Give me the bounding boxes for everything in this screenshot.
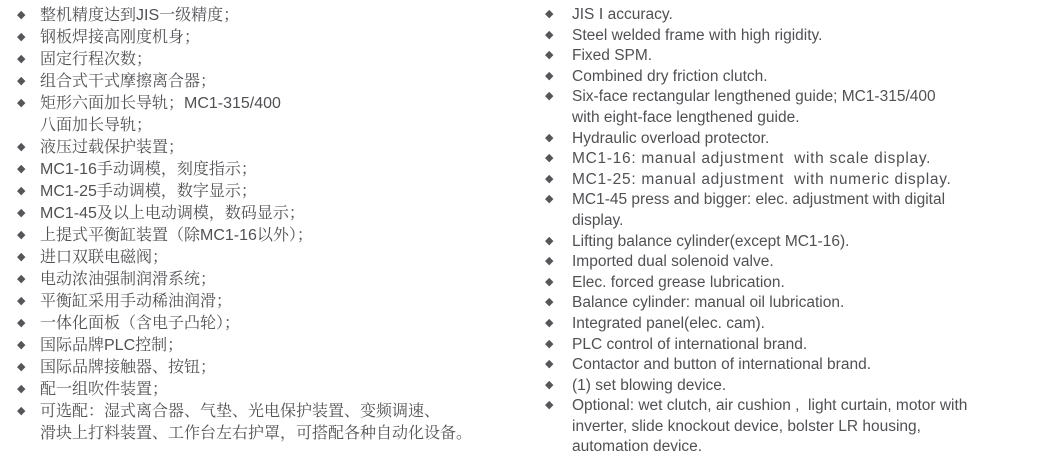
diamond-bullet-icon: ◆ (545, 399, 554, 412)
diamond-bullet-icon: ◆ (545, 234, 554, 247)
bullet-text (572, 335, 1040, 356)
diamond-bullet-icon: ◆ (545, 358, 554, 371)
bullet-text-line: 液压过载保护装置； (40, 139, 185, 156)
bullet-text (572, 26, 1040, 47)
bullet-item (545, 355, 1040, 376)
bullet-text (40, 71, 523, 93)
bullet-item (545, 314, 1040, 335)
bullet-item (17, 159, 523, 181)
bullet-text-line: Lifting balance cylinder(except MC1-16). (572, 232, 850, 250)
bullet-text-line: 组合式干式摩擦离合器； (40, 73, 217, 90)
diamond-bullet-icon: ◆ (545, 296, 554, 309)
bullet-text (40, 269, 523, 291)
bullet-item (545, 293, 1040, 314)
bullet-text (40, 379, 523, 401)
bullet-item (545, 149, 1040, 170)
bullet-text-line: 电动浓油强制润滑系统； (40, 271, 217, 288)
diamond-bullet-icon: ◆ (545, 49, 554, 62)
bullet-text (572, 170, 1040, 191)
bullet-item (17, 401, 523, 445)
bullet-text-line: Six-face rectangular lengthened guide; MC1-315/400 (572, 88, 936, 106)
bullet-text (572, 355, 1040, 376)
bullet-item (545, 87, 1040, 128)
bullet-text (572, 87, 1040, 128)
bullet-text (40, 5, 523, 27)
bullet-text (40, 335, 523, 357)
bullet-text-line: 国际品牌接触器、按钮； (40, 359, 217, 376)
diamond-bullet-icon: ◆ (545, 255, 554, 268)
diamond-bullet-icon: ◆ (545, 90, 554, 103)
bullet-item (545, 232, 1040, 253)
bullet-text-line: Elec. forced grease lubrication. (572, 273, 785, 291)
features-list-chinese (0, 5, 523, 445)
diamond-bullet-icon: ◆ (17, 317, 26, 329)
bullet-text (572, 232, 1040, 253)
bullet-item (545, 129, 1040, 150)
bullet-text (40, 225, 523, 247)
diamond-bullet-icon: ◆ (17, 9, 26, 21)
bullet-text (40, 181, 523, 203)
bullet-text (40, 159, 523, 181)
bullet-item (17, 335, 523, 357)
bullet-text (572, 293, 1040, 314)
bullet-text-line: 国际品牌PLC控制； (40, 337, 184, 354)
diamond-bullet-icon: ◆ (17, 31, 26, 43)
bullet-text-line: display. (572, 211, 624, 229)
bullet-item (17, 357, 523, 379)
bullet-text-line: 进口双联电磁阀； (40, 249, 169, 266)
diamond-bullet-icon: ◆ (545, 378, 554, 391)
diamond-bullet-icon: ◆ (545, 131, 554, 144)
bullet-text-line: 矩形六面加长导轨；MC1-315/400 (40, 95, 281, 112)
bullet-text (572, 67, 1040, 88)
bullet-text-line: JIS Ⅰ accuracy. (572, 6, 673, 23)
bullet-text (572, 190, 1040, 231)
bullet-text-line: MC1-45及以上电动调模，数码显示； (40, 205, 305, 222)
diamond-bullet-icon: ◆ (17, 185, 26, 197)
diamond-bullet-icon: ◆ (545, 172, 554, 185)
diamond-bullet-icon: ◆ (17, 229, 26, 241)
bullet-text (572, 273, 1040, 294)
diamond-bullet-icon: ◆ (17, 383, 26, 395)
bullet-text (572, 5, 1040, 26)
bullet-text-line: Optional: wet clutch, air cushion , light curtain, motor with (572, 397, 968, 415)
bullet-item (17, 71, 523, 93)
diamond-bullet-icon: ◆ (17, 53, 26, 65)
bullet-item (17, 291, 523, 313)
bullet-text (572, 149, 1040, 170)
bullet-text-line: Hydraulic overload protector. (572, 129, 770, 147)
diamond-bullet-icon: ◆ (17, 361, 26, 373)
bullet-item (17, 93, 523, 137)
bullet-text-line: MC1-45 press and bigger: elec. adjustment with digital (572, 191, 946, 209)
bullet-item (17, 225, 523, 247)
bullet-item (17, 269, 523, 291)
diamond-bullet-icon: ◆ (17, 75, 26, 87)
bullet-item (545, 5, 1040, 26)
bullet-text (40, 49, 523, 71)
diamond-bullet-icon: ◆ (17, 207, 26, 219)
bullet-text (572, 376, 1040, 397)
bullet-text (572, 252, 1040, 273)
diamond-bullet-icon: ◆ (17, 405, 26, 417)
bullet-item (17, 379, 523, 401)
bullet-item (545, 190, 1040, 231)
bullet-text-line: MC1-25: manual adjustment with numeric display. (572, 170, 952, 188)
bullet-item (545, 376, 1040, 397)
bullet-text-line: 整机精度达到JIS一级精度； (40, 7, 240, 24)
bullet-item (17, 247, 523, 269)
bullet-text (40, 137, 523, 159)
bullet-item (17, 181, 523, 203)
bullet-item (545, 67, 1040, 88)
bullet-text (572, 46, 1040, 67)
bullet-item (545, 273, 1040, 294)
bullet-text-line: PLC control of international brand. (572, 335, 808, 353)
bullet-text-line: 固定行程次数； (40, 51, 153, 68)
diamond-bullet-icon: ◆ (17, 295, 26, 307)
bullet-text-line: MC1-25手动调模，数字显示； (40, 183, 257, 200)
bullet-text-line: Balance cylinder: manual oil lubrication. (572, 294, 845, 312)
diamond-bullet-icon: ◆ (545, 275, 554, 288)
diamond-bullet-icon: ◆ (17, 251, 26, 263)
bullet-text (40, 401, 523, 445)
bullet-text-line: 上提式平衡缸装置（除MC1-16以外）； (40, 227, 313, 244)
features-list-english (523, 5, 1040, 458)
bullet-text-line: with eight-face lengthened guide. (572, 108, 800, 126)
bullet-text (40, 291, 523, 313)
bullet-text (40, 27, 523, 49)
bullet-item (545, 252, 1040, 273)
diamond-bullet-icon: ◆ (545, 193, 554, 206)
bullet-item (17, 313, 523, 335)
bullet-item (545, 396, 1040, 458)
bullet-item (17, 137, 523, 159)
bullet-text-line: 配一组吹件装置； (40, 381, 169, 398)
diamond-bullet-icon: ◆ (17, 97, 26, 109)
bullet-text-line: Fixed SPM. (572, 47, 653, 65)
bullet-text-line: automation device. (572, 438, 703, 456)
bullet-text-line: Combined dry friction clutch. (572, 67, 768, 85)
bullet-text (40, 357, 523, 379)
bullet-text-line: Integrated panel(elec. cam). (572, 314, 765, 332)
diamond-bullet-icon: ◆ (545, 28, 554, 41)
bullet-text-line: 八面加长导轨； (40, 117, 153, 134)
bullet-item (545, 46, 1040, 67)
diamond-bullet-icon: ◆ (545, 8, 554, 20)
bullet-text-line: 一体化面板（含电子凸轮）； (40, 315, 241, 332)
diamond-bullet-icon: ◆ (17, 339, 26, 351)
bullet-text-line: 可选配：湿式离合器、气垫、光电保护装置、变频调速、 (40, 403, 441, 420)
bullet-text (40, 93, 523, 137)
diamond-bullet-icon: ◆ (545, 152, 554, 165)
bullet-text-line: 滑块上打料装置、工作台左右护罩，可搭配各种自动化设备。 (40, 425, 473, 442)
bullet-text-line: inverter, slide knockout device, bolster LR housing, (572, 417, 921, 435)
bullet-item (17, 203, 523, 225)
bullet-item (545, 26, 1040, 47)
bullet-item (17, 27, 523, 49)
bullet-text (572, 396, 1040, 458)
diamond-bullet-icon: ◆ (545, 69, 554, 82)
diamond-bullet-icon: ◆ (17, 273, 26, 285)
bullet-text-line: (1) set blowing device. (572, 376, 727, 394)
diamond-bullet-icon: ◆ (545, 337, 554, 350)
bullet-item (17, 49, 523, 71)
bullet-item (545, 170, 1040, 191)
diamond-bullet-icon: ◆ (17, 141, 26, 153)
diamond-bullet-icon: ◆ (545, 316, 554, 329)
diamond-bullet-icon: ◆ (17, 163, 26, 175)
bullet-text (572, 129, 1040, 150)
bullet-text (40, 313, 523, 335)
bullet-text (40, 203, 523, 225)
bullet-text (572, 314, 1040, 335)
bullet-text-line: 钢板焊接高刚度机身； (40, 29, 201, 46)
bullet-text-line: MC1-16手动调模，刻度指示； (40, 161, 257, 178)
bullet-text-line: MC1-16: manual adjustment with scale display. (572, 150, 932, 168)
bullet-item (17, 5, 523, 27)
bullet-text (40, 247, 523, 269)
bullet-text-line: Contactor and button of international brand. (572, 356, 872, 374)
bullet-text-line: Imported dual solenoid valve. (572, 253, 774, 271)
bullet-text-line: 平衡缸采用手动稀油润滑； (40, 293, 233, 310)
bullet-text-line: Steel welded frame with high rigidity. (572, 26, 823, 44)
bullet-item (545, 335, 1040, 356)
